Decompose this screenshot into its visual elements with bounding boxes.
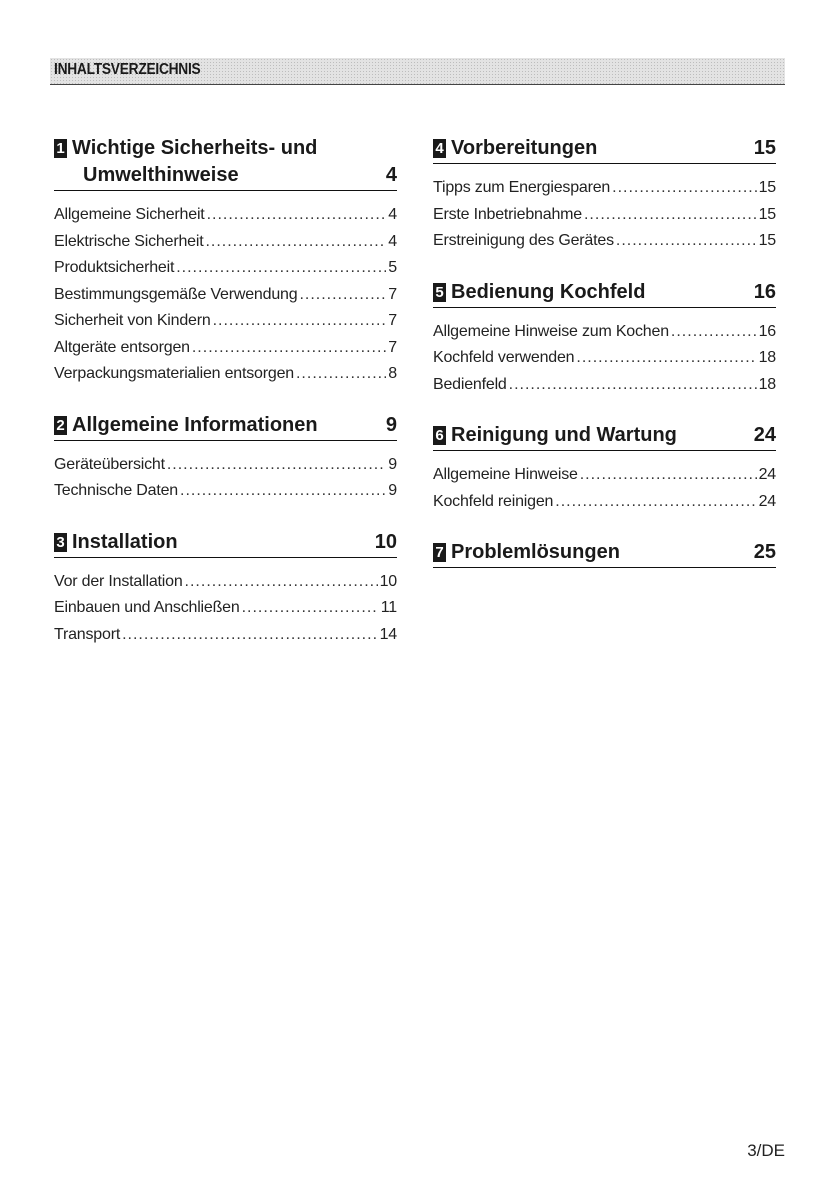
toc-entry[interactable] (433, 319, 776, 346)
toc-entry-label: Bestimmungsgemäße Verwendung (54, 285, 298, 303)
toc-entry-page: 8 (388, 365, 397, 382)
toc-entry[interactable] (54, 622, 397, 649)
dot-leader (207, 202, 387, 229)
toc-entry[interactable] (433, 489, 776, 516)
toc-section-7 (433, 539, 776, 568)
toc-section-heading[interactable] (433, 539, 776, 568)
toc-entry[interactable] (54, 202, 397, 229)
dot-leader (205, 229, 386, 256)
section-page: 16 (753, 280, 776, 303)
toc-entry[interactable] (54, 308, 397, 335)
toc-entry-label: Erste Inbetriebnahme (433, 205, 582, 223)
dot-leader (213, 308, 387, 335)
toc-entry-page: 24 (758, 492, 776, 510)
toc-section-5 (433, 279, 776, 399)
toc-entry-label: Vor der Installation (54, 572, 183, 590)
toc-entry-label: Technische Daten (54, 482, 178, 499)
toc-entry-label: Transport (54, 625, 121, 643)
dot-leader (612, 175, 756, 202)
section-title: Installation (72, 530, 178, 553)
dot-leader (584, 202, 757, 229)
section-number-badge: 4 (433, 139, 446, 158)
section-page: 4 (385, 164, 397, 186)
section-title: Allgemeine Informationen (72, 413, 318, 436)
toc-entry-page: 15 (758, 232, 776, 249)
toc-entry-page: 16 (758, 322, 776, 340)
section-title: Problemlösungen (451, 541, 620, 563)
dot-leader (671, 319, 757, 346)
toc-entry-label: Einbauen und Anschließen (54, 599, 240, 616)
toc-entry-label: Allgemeine Hinweise (433, 466, 578, 483)
toc-entry-label: Altgeräte entsorgen (54, 338, 190, 356)
toc-entry-page: 9 (388, 482, 397, 499)
section-page: 9 (385, 413, 397, 436)
toc-section-heading[interactable] (433, 279, 776, 308)
toc-entry[interactable] (54, 595, 397, 622)
section-title: Bedienung Kochfeld (451, 280, 646, 303)
toc-column-left (54, 135, 397, 672)
toc-entry[interactable] (54, 229, 397, 256)
toc-section-2 (54, 412, 397, 505)
toc-entry-label: Erstreinigung des Gerätes (433, 232, 614, 249)
toc-column-right (433, 135, 776, 592)
section-number-badge: 7 (433, 543, 446, 562)
toc-entry[interactable] (54, 282, 397, 309)
toc-entry[interactable] (54, 361, 397, 388)
toc-entry[interactable] (54, 335, 397, 362)
section-number-badge: 3 (54, 533, 67, 552)
toc-section-heading[interactable] (433, 422, 776, 451)
toc-entry-page: 9 (388, 455, 397, 473)
toc-entry-page: 15 (758, 179, 776, 196)
header-bar (50, 58, 785, 85)
section-page: 10 (374, 530, 397, 553)
toc-section-6 (433, 422, 776, 515)
toc-entry-label: Tipps zum Energiesparen (433, 179, 611, 196)
toc-entry-page: 24 (758, 466, 776, 483)
toc-entry-page: 4 (388, 232, 397, 250)
toc-entry[interactable] (54, 452, 397, 479)
toc-entry-label: Allgemeine Sicherheit (54, 206, 205, 223)
toc-section-heading[interactable] (54, 412, 397, 441)
toc-entry-label: Sicherheit von Kindern (54, 312, 211, 329)
toc-entry-page: 10 (379, 572, 397, 590)
dot-leader (555, 489, 756, 516)
toc-entry[interactable] (433, 202, 776, 229)
toc-entry-page: 7 (388, 312, 397, 329)
toc-section-4 (433, 135, 776, 255)
section-number-badge: 2 (54, 416, 67, 435)
section-page: 25 (753, 541, 776, 563)
section-title-line2: Umwelthinweise (83, 164, 239, 186)
toc-entry-label: Allgemeine Hinweise zum Kochen (433, 322, 669, 340)
toc-entry-page: 11 (380, 599, 397, 616)
dot-leader (180, 478, 386, 505)
section-title: Vorbereitungen (451, 137, 598, 159)
toc-entry[interactable] (433, 372, 776, 399)
dot-leader (122, 622, 378, 649)
dot-leader (296, 361, 386, 388)
toc-entry-page: 18 (758, 349, 776, 366)
dot-leader (176, 255, 386, 282)
dot-leader (580, 462, 757, 489)
dot-leader (299, 282, 386, 309)
dot-leader (242, 595, 379, 622)
toc-entry-label: Produktsicherheit (54, 259, 175, 276)
toc-entry[interactable] (433, 345, 776, 372)
toc-entry[interactable] (433, 462, 776, 489)
toc-entry-page: 7 (388, 338, 397, 356)
dot-leader (185, 569, 378, 596)
dot-leader (509, 372, 757, 399)
page-number: 3/DE (747, 1141, 785, 1160)
toc-entry-label: Elektrische Sicherheit (54, 232, 204, 250)
toc-entry-page: 15 (758, 205, 776, 223)
toc-entry[interactable] (54, 255, 397, 282)
toc-entry-page: 7 (388, 285, 397, 303)
toc-entry-page: 18 (758, 375, 776, 393)
toc-entry-label: Verpackungsmaterialien entsorgen (54, 365, 294, 382)
toc-entry[interactable] (54, 478, 397, 505)
section-number-badge: 1 (54, 139, 67, 158)
toc-entry[interactable] (54, 569, 397, 596)
toc-entry-label: Kochfeld reinigen (433, 492, 554, 510)
toc-section-3 (54, 529, 397, 649)
toc-entry-label: Geräteübersicht (54, 455, 165, 473)
toc-entry-label: Bedienfeld (433, 375, 507, 393)
toc-entry[interactable] (433, 175, 776, 202)
toc-entry[interactable] (433, 228, 776, 255)
toc-section-heading[interactable] (54, 135, 397, 191)
section-title: Wichtige Sicherheits- und (72, 137, 318, 159)
toc-section-heading[interactable] (54, 529, 397, 558)
page-title: INHALTSVERZEICHNIS (54, 61, 201, 78)
section-title: Reinigung und Wartung (451, 424, 677, 446)
toc-entry-page: 5 (388, 259, 397, 276)
dot-leader (576, 345, 756, 372)
toc-entry-page: 4 (388, 206, 397, 223)
toc-entry-label: Kochfeld verwenden (433, 349, 575, 366)
dot-leader (167, 452, 386, 479)
toc-section-1 (54, 135, 397, 388)
section-page: 24 (753, 424, 776, 446)
section-number-badge: 5 (433, 283, 446, 302)
dot-leader (616, 228, 757, 255)
dot-leader (192, 335, 386, 362)
section-page: 15 (753, 137, 776, 159)
section-number-badge: 6 (433, 426, 446, 445)
toc-entry-page: 14 (379, 625, 397, 643)
toc-section-heading[interactable] (433, 135, 776, 164)
